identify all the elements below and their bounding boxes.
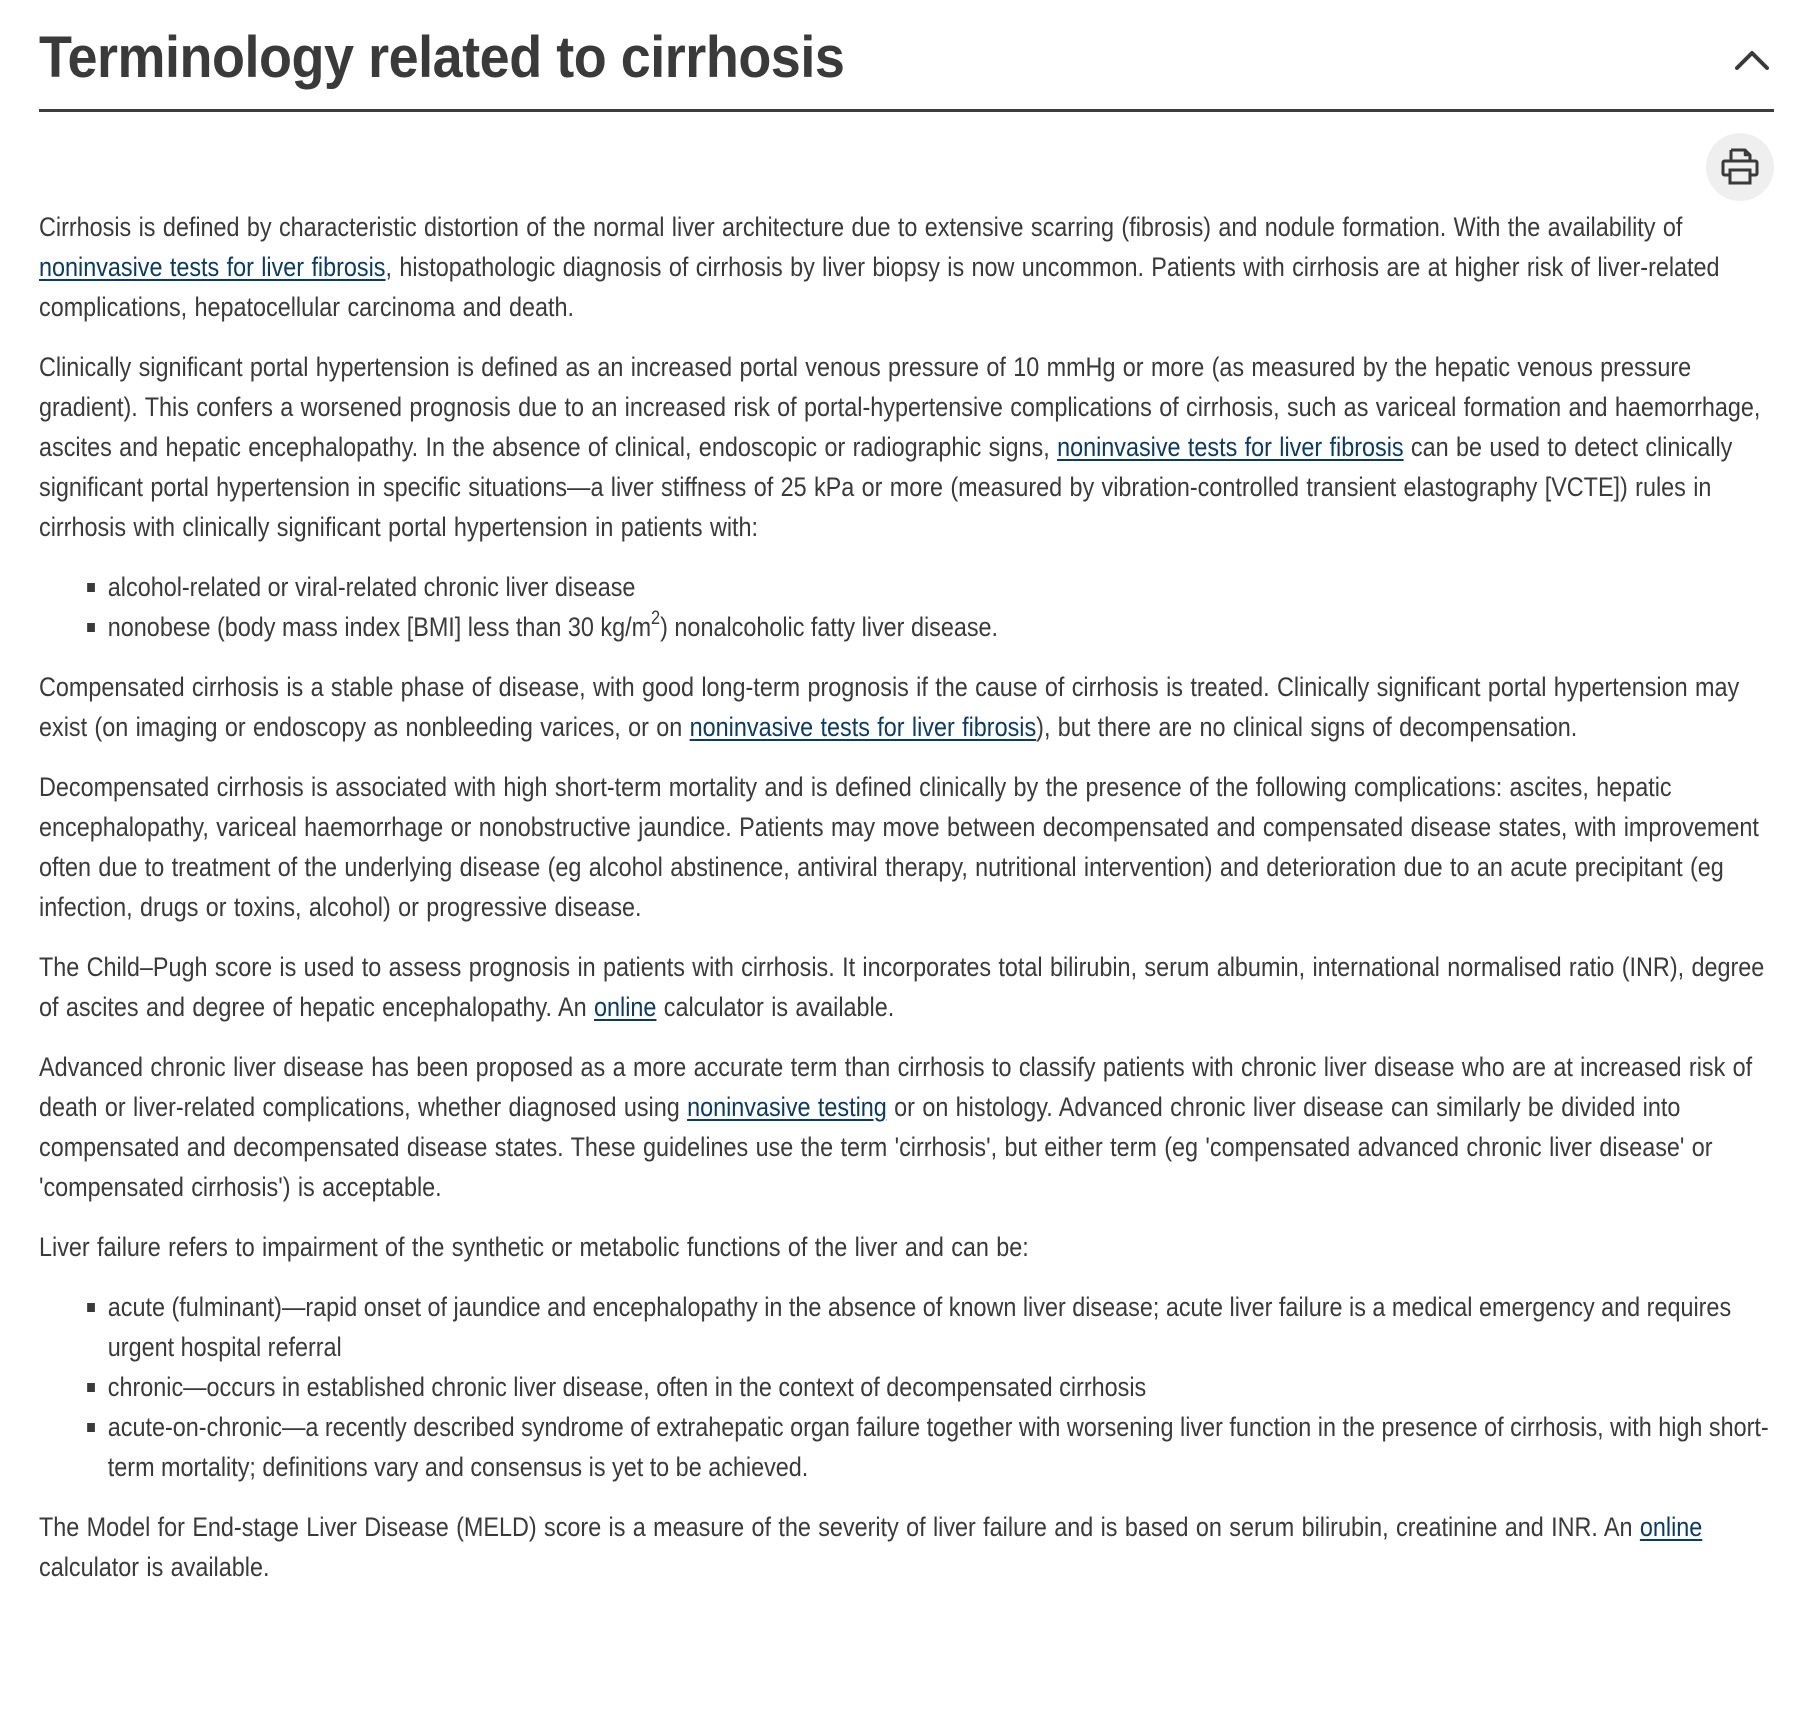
bullet-square-icon [87,1303,95,1312]
text: Clinically significant portal hypertension is defined as an increased portal venous pressure of 10 mmHg or more (as measured by the hepatic venous pressure gradient). This confers a worsened prognosis due to an increased risk of portal-hypertensive complications of cirrhosis, such as variceal formation and haemorrhage, ascites and hepatic encephalopathy. In the absence of clinical, endoscopic or radiographic signs, [39,351,1761,462]
paragraph-liver-failure [39,1227,1774,1267]
text: calculator is available. [39,1551,270,1582]
paragraph-advanced-chronic-liver-disease [39,1047,1774,1207]
link-noninvasive-tests[interactable]: noninvasive tests for liver fibrosis [39,251,386,282]
text: ) nonalcoholic fatty liver disease. [660,611,999,642]
paragraph-portal-hypertension [39,347,1774,547]
section-content [39,207,1774,1587]
paragraph-cirrhosis-definition [39,207,1774,327]
text: Compensated cirrhosis is a stable phase of disease, with good long-term prognosis if the cause of cirrhosis is treated. Clinically significant portal hypertension may exist (on imaging or endoscopy as nonbleeding varices, or on [39,671,1740,742]
list-patient-groups [39,567,1774,647]
text: can be used to detect clinically significant portal hypertension in specific situations—a liver stiffness of 25 kPa or more (measured by vibration-controlled transient elastography [VCTE]) rules in cirrhosis with clinically significant portal hypertension in patients with: [39,431,1733,542]
list-item [39,1407,1774,1487]
list-item [39,1367,1774,1407]
paragraph-compensated-cirrhosis [39,667,1774,747]
text: chronic—occurs in established chronic liver disease, often in the context of decompensated cirrhosis [107,1371,1147,1402]
link-online-calculator[interactable]: online [1639,1511,1703,1542]
printer-icon [1719,146,1761,188]
section-toolbar [39,112,1774,207]
link-noninvasive-tests[interactable]: noninvasive tests for liver fibrosis [1057,431,1404,462]
text: nonobese (body mass index [BMI] less than 30 kg/m [107,611,652,642]
paragraph-decompensated-cirrhosis [39,767,1774,927]
link-noninvasive-testing[interactable]: noninvasive testing [687,1091,887,1122]
bullet-square-icon [87,1423,95,1432]
paragraph-meld-score [39,1507,1774,1587]
text: acute (fulminant)—rapid onset of jaundice and encephalopathy in the absence of known liver disease; acute liver failure is a medical emergency and requires urgent hospital referral [107,1291,1732,1362]
text: , histopathologic diagnosis of cirrhosis by liver biopsy is now uncommon. Patients with cirrhosis are at higher risk of liver-related complications, hepatocellular carcinoma and death. [39,251,1720,322]
text: or on histology. Advanced chronic liver disease can similarly be divided into compensated and decompensated disease states. These guidelines use the term 'cirrhosis', but either term (eg 'compensated advanced chronic liver disease' or 'compensated cirrhosis') is acceptable. [39,1091,1713,1202]
text: The Child–Pugh score is used to assess prognosis in patients with cirrhosis. It incorporates total bilirubin, serum albumin, international normalised ratio (INR), degree of ascites and degree of hepatic encephalopathy. An [39,951,1765,1022]
superscript: 2 [651,607,661,629]
link-online-calculator[interactable]: online [594,991,657,1022]
list-item [39,607,1774,647]
collapse-button[interactable] [1730,38,1774,82]
bullet-square-icon [87,583,95,592]
text: Cirrhosis is defined by characteristic distortion of the normal liver architecture due to extensive scarring (fibrosis) and nodule formation. With the availability of [39,211,1683,242]
text: Decompensated cirrhosis is associated with high short-term mortality and is defined clinically by the presence of the following complications: ascites, hepatic encephalopathy, variceal haemorrhage or nonobstructive jaundice. Patients may move between decompensated and compensated disease states, with improvement often due to treatment of the underlying disease (eg alcohol abstinence, antiviral therapy, nutritional intervention) and deterioration due to an acute precipitant (eg infection, drugs or toxins, alcohol) or progressive disease. [39,771,1759,922]
list-item [39,567,1774,607]
chevron-up-icon [1730,38,1774,82]
print-button[interactable] [1706,133,1774,201]
bullet-square-icon [87,1383,95,1392]
bullet-square-icon [87,623,95,632]
text: The Model for End-stage Liver Disease (MELD) score is a measure of the severity of liver failure and is based on serum bilirubin, creatinine and INR. An [39,1511,1640,1542]
section-header[interactable] [39,0,1774,112]
list-liver-failure-types [39,1287,1774,1487]
text: Advanced chronic liver disease has been proposed as a more accurate term than cirrhosis to classify patients with chronic liver disease who are at increased risk of death or liver-related complications, whether diagnosed using [39,1051,1753,1122]
terminology-section [39,0,1774,1607]
text: Liver failure refers to impairment of the synthetic or metabolic functions of the liver and can be: [39,1231,1029,1262]
text: acute-on-chronic—a recently described syndrome of extrahepatic organ failure together with worsening liver function in the presence of cirrhosis, with high short-term mortality; definitions vary and consensus is yet to be achieved. [107,1411,1769,1482]
text: alcohol-related or viral-related chronic liver disease [107,571,636,602]
list-item [39,1287,1774,1367]
text: calculator is available. [656,991,895,1022]
text: ), but there are no clinical signs of decompensation. [1036,711,1578,742]
section-title: Terminology related to cirrhosis [39,25,845,90]
paragraph-child-pugh [39,947,1774,1027]
link-noninvasive-tests[interactable]: noninvasive tests for liver fibrosis [689,711,1037,742]
